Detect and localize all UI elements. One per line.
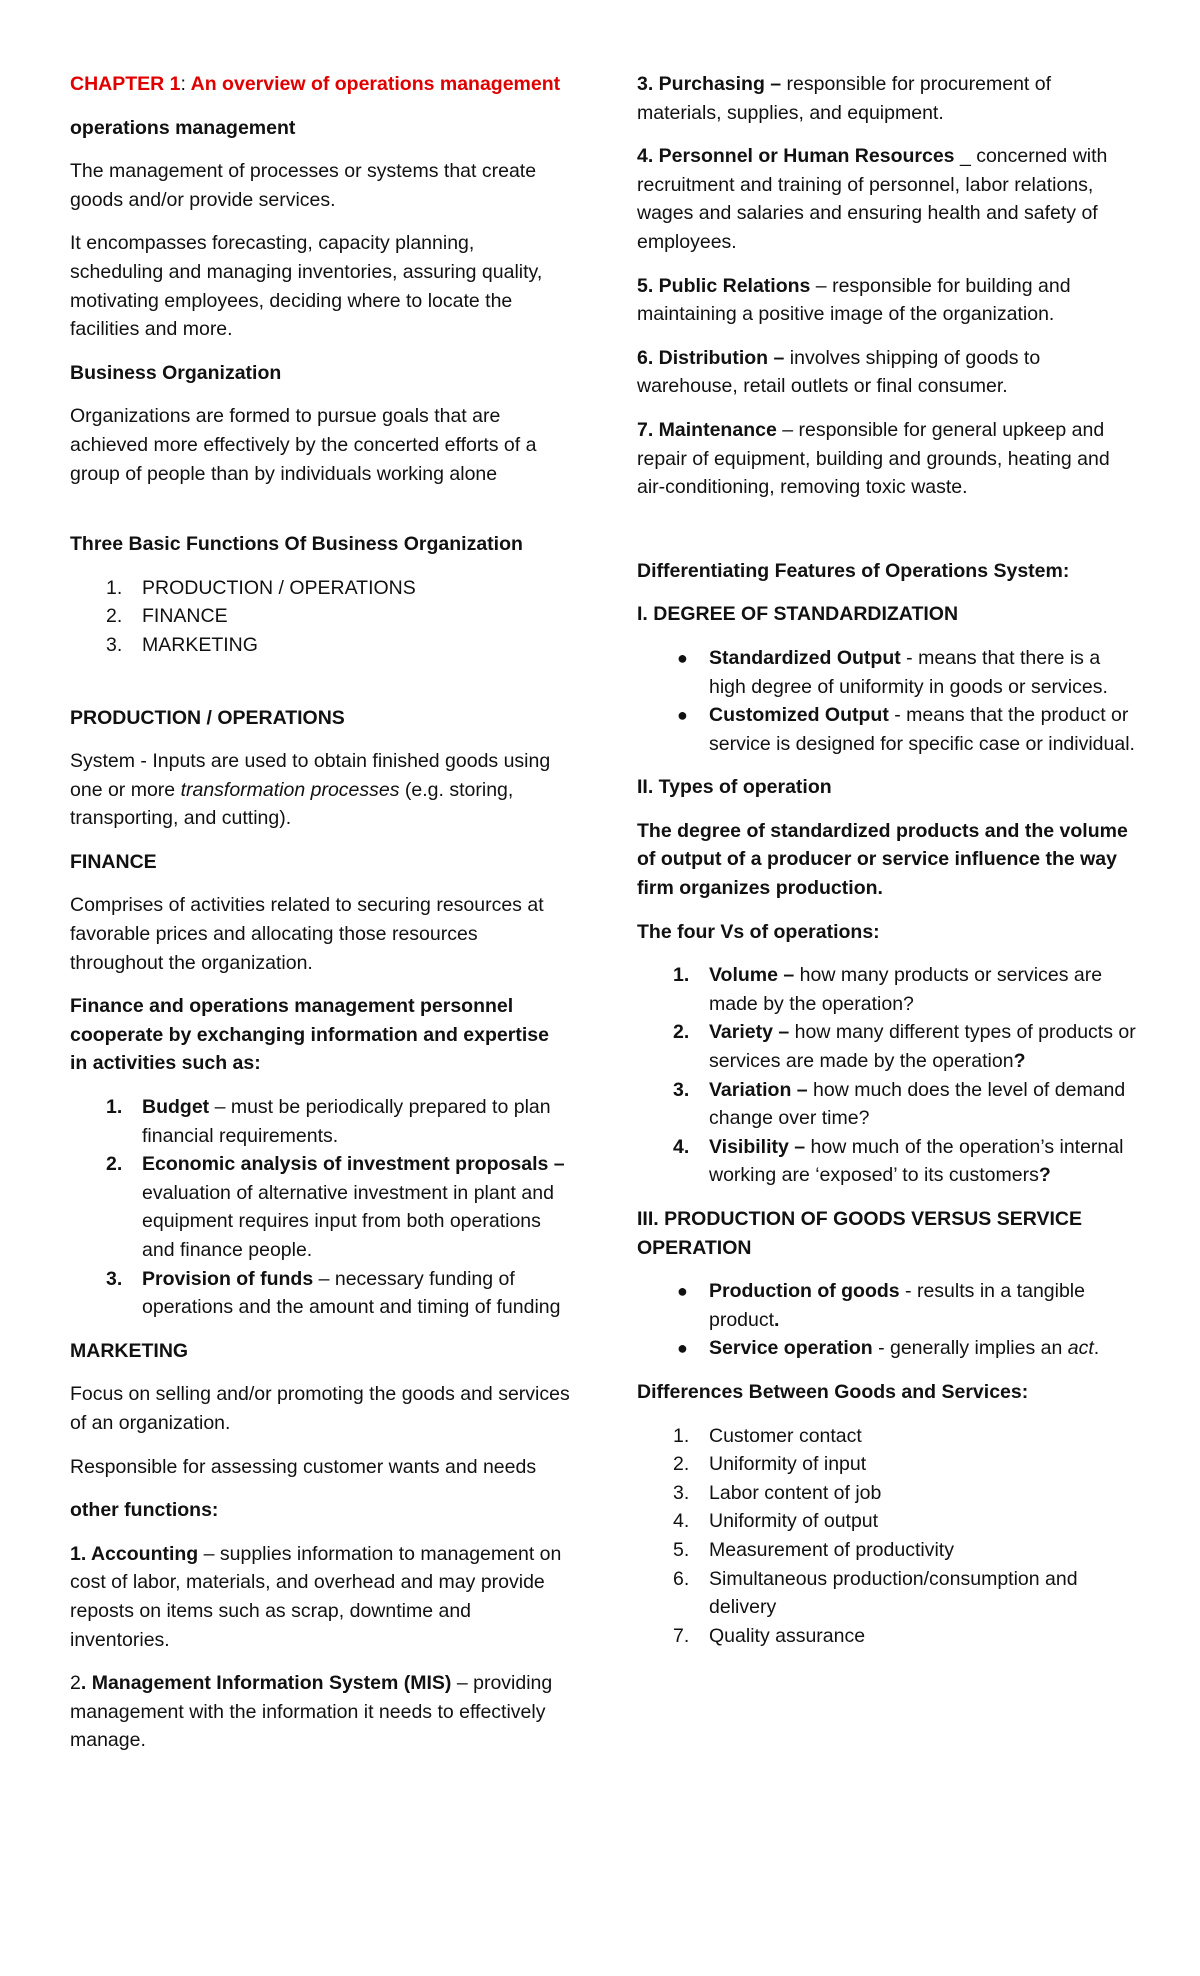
list-item: 3. MARKETING [106,633,258,656]
marketing-paragraph-2: Responsible for assessing customer wants and needs [70,1455,537,1478]
list-item: 3. Provision of funds – necessary funding of operations and the amount and timing of funding [106,1267,561,1319]
chapter-heading [70,70,570,99]
differences-heading: Differences Between Goods and Services: [637,1380,1029,1403]
list-item: 2. Uniformity of input [673,1453,867,1476]
po-paragraph: System - Inputs are used to obtain finished goods using one or more transformation processes (e.g. storing, transporting, and cutting). [70,750,551,830]
list-item: 3. Variation – how much does the level of demand change over time? [673,1078,1126,1130]
list-item: 7. Quality assurance [673,1624,866,1647]
standardization-list [637,644,1137,758]
list-item: 1. PRODUCTION / OPERATIONS [106,576,416,599]
list-item: 2. Variety – how many different types of products or services are made by the operation? [673,1021,1136,1073]
function-purchasing: 3. Purchasing – responsible for procurement of materials, supplies, and equipment. [637,73,1052,124]
list-item: ● Production of goods - results in a tangible product. [677,1280,1085,1331]
list-item: 4. Visibility – how much of the operation’s internal working are ‘exposed’ to its customers? [673,1135,1124,1187]
bo-paragraph: Organizations are formed to pursue goals that are achieved more effectively by the concerted efforts of a group of people than by individuals working alone [70,405,537,485]
types-heading: II. Types of operation [637,776,832,799]
list-item: 6. Simultaneous production/consumption and delivery [673,1567,1078,1619]
function-distribution: 6. Distribution – involves shipping of goods to warehouse, retail outlets or final consumer. [637,346,1041,398]
function-public-relations: 5. Public Relations – responsible for building and maintaining a positive image of the organization. [637,274,1071,326]
finance-activities-list [70,1093,570,1322]
accounting-paragraph: 1. Accounting – supplies information to management on cost of labor, materials, and overhead and may provide reposts on items such as scrap, downtime and inventories. [70,1542,562,1651]
other-functions-heading: other functions: [70,1499,219,1522]
po-heading: PRODUCTION / OPERATIONS [70,706,345,729]
finance-paragraph: Comprises of activities related to securing resources at favorable prices and allocating those resources throughout the organization. [70,894,544,974]
list-item: 3. Labor content of job [673,1481,882,1504]
chapter-title: An overview of operations management [185,73,561,95]
marketing-paragraph-1: Focus on selling and/or promoting the goods and services of an organization. [70,1383,570,1434]
om-scope: It encompasses forecasting, capacity planning, scheduling and managing inventories, assuring quality, motivating employees, deciding where to locate the facilities and more. [70,232,543,341]
list-item: 1. Customer contact [673,1424,862,1447]
left-column [70,70,570,1770]
diff-heading: Differentiating Features of Operations System: [637,559,1070,582]
three-functions-heading: Three Basic Functions Of Business Organization [70,533,523,556]
list-item: 2. FINANCE [106,605,228,628]
list-item: ● Customized Output - means that the product or service is designed for specific case or individual. [677,704,1135,755]
finance-cooperation: Finance and operations management personnel cooperate by exchanging information and expertise in activities such as: [70,995,549,1075]
list-item: ● Service operation - generally implies an act. [677,1337,1100,1360]
right-column [637,70,1137,1665]
four-vs-list [637,961,1137,1190]
function-personnel: 4. Personnel or Human Resources _ concerned with recruitment and training of personnel, labor relations, wages and salaries and ensuring health and safety of employees. [637,145,1108,253]
standardization-heading: I. DEGREE OF STANDARDIZATION [637,603,959,626]
finance-heading: FINANCE [70,850,157,873]
chapter-label: CHAPTER 1 [70,73,181,95]
om-definition: The management of processes or systems that create goods and/or provide services. [70,160,537,211]
marketing-heading: MARKETING [70,1339,189,1362]
goods-vs-service-heading: III. PRODUCTION OF GOODS VERSUS SERVICE OPERATION [637,1208,1082,1259]
differences-list [637,1422,1137,1651]
function-maintenance: 7. Maintenance – responsible for general upkeep and repair of equipment, building and grounds, heating and air-conditioning, removing toxic waste. [637,418,1110,499]
types-paragraph: The degree of standardized products and the volume of output of a producer or service influence the way firm organizes production. [637,819,1128,900]
om-heading: operations management [70,116,296,139]
three-functions-list [70,574,570,660]
list-item: ● Standardized Output - means that there is a high degree of uniformity in goods or services. [677,646,1108,698]
mis-paragraph: 2. Management Information System (MIS) – providing management with the information it needs to effectively manage. [70,1672,553,1752]
list-item: 2. Economic analysis of investment proposals – evaluation of alternative investment in plant and equipment requires input from both operations and finance people. [106,1153,565,1261]
goods-vs-service-list [637,1277,1137,1363]
list-item: 1. Budget – must be periodically prepared to plan financial requirements. [106,1096,551,1147]
bo-heading: Business Organization [70,361,282,384]
list-item: 5. Measurement of productivity [673,1538,954,1561]
list-item: 1. Volume – how many products or services are made by the operation? [673,964,1103,1015]
list-item: 4. Uniformity of output [673,1510,879,1533]
four-vs-heading: The four Vs of operations: [637,920,880,943]
chapter-colon: : [180,73,186,95]
